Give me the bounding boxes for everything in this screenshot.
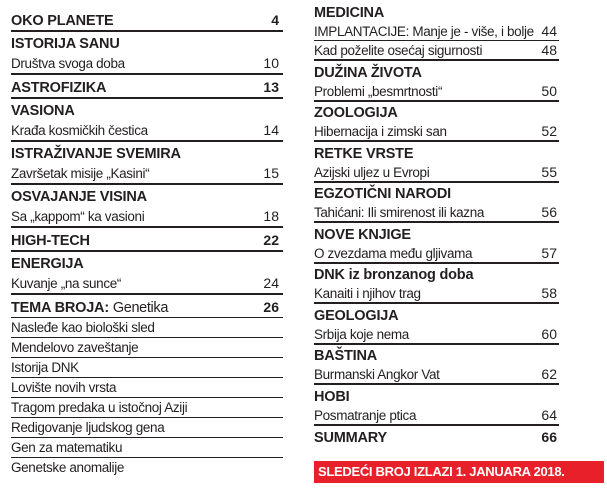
page-number: 22 [263, 232, 279, 248]
article-title[interactable]: Završetak misije „Kasini“ [11, 166, 150, 181]
list-item[interactable]: Gen za matematiku [11, 438, 283, 458]
page-number: 13 [263, 79, 279, 95]
toc-section-summary [314, 428, 559, 446]
page-number: 18 [263, 208, 279, 224]
section-title[interactable]: HIGH-TECH [11, 233, 90, 249]
article-title[interactable]: Posmatranje ptica [314, 407, 417, 423]
section-title[interactable]: DUŽINA ŽIVOTA [314, 64, 422, 81]
page-number: 50 [541, 82, 557, 99]
toc-section-energija [11, 255, 283, 295]
toc-section-vasiona [11, 102, 283, 142]
list-item[interactable]: Genetske anomalije [11, 460, 125, 475]
toc-section-high-tech [11, 231, 283, 252]
section-title[interactable]: ISTORIJA SANU [11, 36, 120, 52]
toc-section-medicina [314, 4, 559, 61]
article-title[interactable]: IMPLANTACIJE: Manje je - više, i bolje [314, 24, 534, 39]
article-title[interactable]: Kanaiti i njihov trag [314, 286, 421, 301]
page-number: 52 [541, 123, 557, 139]
article-title[interactable]: Srbija koje nema [314, 326, 409, 342]
page-number: 62 [541, 366, 557, 382]
page-number: 55 [541, 163, 557, 180]
toc-section-istrazivanje-svemira [11, 145, 283, 185]
toc-section-retke-vrste [314, 145, 559, 183]
section-title[interactable]: GEOLOGIJA [314, 307, 399, 324]
section-title[interactable]: BAŠTINA [314, 348, 378, 364]
article-title[interactable]: Problemi „besmrtnosti“ [314, 83, 443, 99]
page-number: 14 [263, 122, 279, 138]
toc-section-zoologija [314, 104, 559, 142]
toc-right-column [314, 0, 559, 446]
page-number: 15 [263, 165, 279, 181]
section-title[interactable]: SUMMARY [314, 430, 387, 446]
toc-section-hobi [314, 388, 559, 426]
list-item[interactable]: Nasleđe kao biološki sled [11, 318, 283, 338]
page-number: 64 [541, 406, 557, 423]
section-title[interactable]: OKO PLANETE [11, 13, 114, 29]
toc-section-bastina [314, 347, 559, 385]
page-number: 44 [541, 23, 557, 39]
page-number: 48 [541, 42, 557, 58]
section-title[interactable]: ISTRAŽIVANJE SVEMIRA [11, 146, 181, 162]
list-item[interactable]: Mendelovo zaveštanje [11, 338, 283, 358]
page-number: 10 [263, 55, 279, 71]
section-title[interactable]: VASIONA [11, 103, 75, 119]
toc-section-astrofizika [11, 78, 283, 99]
section-title[interactable]: RETKE VRSTE [314, 145, 414, 162]
article-title[interactable]: Društva svoga doba [11, 56, 125, 71]
toc-section-tema-broja [11, 298, 283, 477]
section-title[interactable]: NOVE KNJIGE [314, 226, 411, 243]
page-number: 57 [541, 244, 557, 261]
page-number: 24 [263, 275, 279, 291]
section-title[interactable]: ASTROFIZIKA [11, 80, 107, 96]
toc-section-istorija-sanu [11, 35, 283, 75]
article-title[interactable]: Burmanski Angkor Vat [314, 367, 440, 382]
section-title[interactable]: ENERGIJA [11, 256, 84, 272]
section-title[interactable]: TEMA BROJA: [11, 300, 109, 316]
article-title[interactable]: Azijski uljez u Evropi [314, 164, 430, 180]
toc-section-egzoticni-narodi [314, 185, 559, 223]
article-title[interactable]: Tahićani: Ili smirenost ili kazna [314, 205, 485, 220]
section-heading [11, 299, 168, 318]
list-item[interactable]: Lovište novih vrsta [11, 378, 283, 398]
section-title[interactable]: ZOOLOGIJA [314, 105, 398, 121]
toc-section-duzina-zivota [314, 64, 559, 102]
list-item[interactable]: Istorija DNK [11, 358, 283, 378]
toc-section-geologija [314, 307, 559, 345]
page-number: 58 [541, 285, 557, 301]
toc-section-dnk-bronza [314, 266, 559, 304]
section-title[interactable]: OSVAJANJE VISINA [11, 189, 147, 205]
page-number: 26 [263, 299, 279, 315]
section-subtitle[interactable]: Genetika [112, 300, 169, 316]
toc-left-column [11, 0, 283, 477]
article-title[interactable]: Kuvanje „na sunce“ [11, 276, 122, 291]
page-number: 66 [541, 429, 557, 445]
page-number: 60 [541, 325, 557, 342]
page-number: 4 [271, 12, 279, 28]
article-title[interactable]: Hibernacija i zimski san [314, 124, 447, 139]
list-item[interactable]: Tragom predaka u istočnoj Aziji [11, 398, 283, 418]
toc-section-nove-knjige [314, 226, 559, 264]
article-title[interactable]: Krađa kosmičkih čestica [11, 123, 148, 138]
page-number: 56 [541, 204, 557, 220]
toc-section-oko-planete [11, 10, 283, 32]
article-title[interactable]: Sa „kappom“ ka vasioni [11, 209, 145, 224]
section-title[interactable]: EGZOTIČNI NARODI [314, 186, 451, 202]
article-title[interactable]: O zvezdama među gljivama [314, 245, 473, 261]
section-title[interactable]: HOBI [314, 388, 350, 405]
section-title[interactable]: MEDICINA [314, 5, 385, 21]
list-item[interactable]: Redigovanje ljudskog gena [11, 418, 283, 438]
article-title[interactable]: Kad poželite osećaj sigurnosti [314, 43, 483, 58]
section-title[interactable]: DNK iz bronzanog doba [314, 267, 474, 283]
next-issue-banner: SLEDEĆI BROJ IZLAZI 1. JANUARA 2018. [314, 461, 604, 483]
theme-article-list [11, 318, 283, 477]
toc-section-osvajanje-visina [11, 188, 283, 228]
